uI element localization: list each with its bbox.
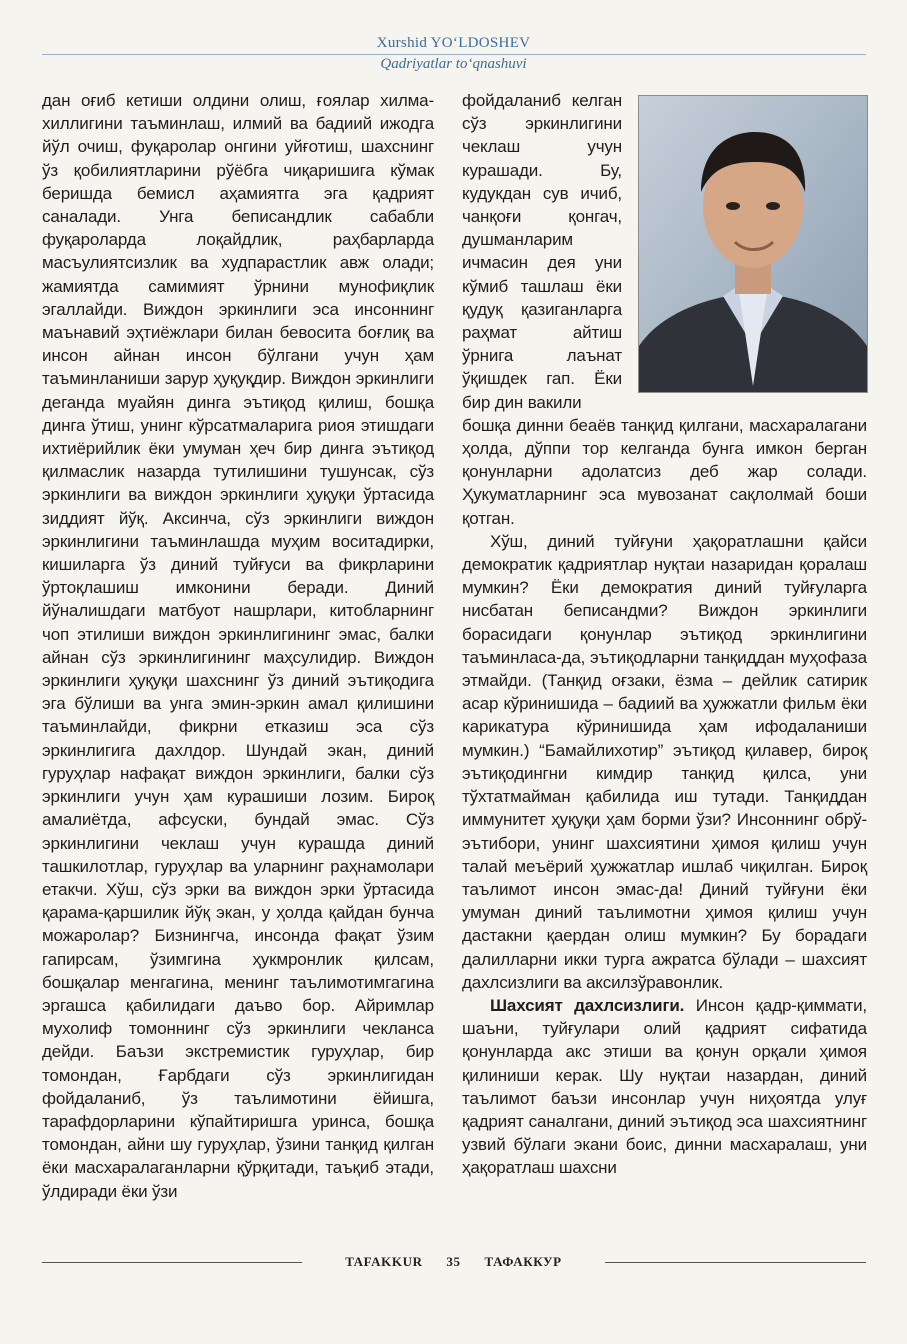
footer-title-latin: TAFAKKUR (345, 1254, 423, 1269)
left-column (42, 89, 434, 1203)
footer-rule-left (42, 1262, 302, 1263)
left-column-text: дан оғиб кетиши олдини олиш, ғоялар хилма-хиллигини таъминлаш, илмий ва бадиий ижодга йўл очиш, фуқаролар онгини уйғотиш, шахснинг ўз қобилиятларини рўёбга чиқаришига кўмак беришда бемисл аҳамиятга эга қадрият саналади. Унга беписандлик сабабли фуқароларда лоқайдлик, раҳбарларда масъулиятсизлик ва худпарастлик авж олади; жамиятда самимият ўрнини мунофиқлик эгаллайди. Виждон эркинлиги эса инсоннинг маънавий эҳтиёжлари билан бевосита боғлиқ ва инсон айнан инсон бўлгани учун ҳам таъминланиши зарур ҳуқуқдир. Виждон эркинлиги деганда муайян динга эътиқод қилиш, бошқа динга ўтиш, унинг кўрсатмаларига риоя этишдаги ихтиёрийлик ёки умуман ҳеч бир динга эътиқод қилмаслик назарда тутилишини тушунсак, сўз эркинлиги ва виждон эркинлиги ҳуқуқи ўртасида зиддият йўқ. Аксинча, сўз эркинлиги виждон эркинлигини таъминлашда муҳим воситадирки, кишиларга ўз диний туйғуси ва фикрларини ўртоқлашиш имконини беради. Диний йўналишдаги матбуот нашрлари, китобларнинг чоп этилиши виждон эркинлигининг эмас, балки айнан сўз эркинлигининг маҳсулидир. Виждон эркинлиги ҳуқуқи шахснинг ўз диний эътиқодига эга бўлиши ва унга эмин-эркин амал қилишини таъминлайди, фикрни етказиш эса сўз эркинлигига дахлдор. Шундай экан, диний гуруҳлар нафақат виждон эркинлиги, балки сўз эркинлиги учун ҳам курашиши лозим. Бироқ амалиётда, афсуски, бундай эмас. Сўз эркинлигини чеклаш учун курашда диний ташкилотлар, гуруҳлар ва уларнинг раҳнамолари етакчи. Хўш, сўз эрки ва виждон эрки ўртасида қарама-қаршилик йўқ экан, у ҳолда қайдан бунча можаролар? Бизнингча, инсонда фақат ўзим гапирсам, ўзимгина ҳукмронлик қилсам, бошқалар менгагина, менинг таълимотимгагина эргашса қабилидаги даъво бор. Айримлар мухолиф томоннинг сўз эркинлиги чекланса дейди. Баъзи экстремистик гуруҳлар, бир томондан, Ғарбдаги сўз эркинлигидан фойдаланиб, ўз таълимотини ёйишга, тарафдорларини кўпайтиришга уринса, бошқа томондан, айни шу гуруҳлар, ўзини танқид қилган ёки масхаралаганларни қўрқитади, таъқиб этади, ўлдиради ёки ўзи (42, 91, 434, 1201)
header-author: Xurshid YO‘LDOSHEV (376, 35, 531, 51)
right-column-para2: Хўш, диний туйғуни ҳақоратлашни қайси демократик қадриятлар нуқтаи назаридан қоралаш мумкин? Ёки демократия диний туйғуларга нисбатан беписандми? Виждон эркинлиги борасидаги қонунлар эътиқод эркинлигини таъминласа-да, эътиқодларни танқиддан муҳофаза этмайди. (Танқид оғзаки, ёзма – дейлик сатирик асар кўринишида – бадиий ва ҳужжатли фильм ёки карикатура кўринишида ҳам ифодаланиши мумкин.) “Бамайлихотир” эътиқод қилавер, бироқ эътиқодингни кимдир танқид қилса, уни тўхтатмайман қабилида иш тутади. Танқиддан иммунитет ҳуқуқи ҳам борми ўзи? Инсоннинг обрў-эътибори, унинг шахсиятини ҳимоя қилиш учун талай меъёрий ҳужжатлар ишлаб чиқилган. Бироқ таълимот инсон эмас-да! Диний туйғуни ёки умуман диний таълимотни ҳимоя қилиш учун дастакни қаердан олиш мумкин? Бу борадаги далилларни икки турга ажратса бўлади – шахсият дахлсизлиги ва аксилзўравонлик. (462, 531, 867, 992)
para3-heading: Шахсият дахлсизлиги. (490, 995, 685, 1015)
right-column-para1: бошқа динни беаёв танқид қилгани, масхаралагани ҳолда, дўппи тор келганда бунга имкон берган қонунларни адолатсиз деб жар солади. Ҳукуматларнинг эса мувозанат сақлолмай боши қотган. (462, 415, 867, 528)
header-rule (42, 54, 866, 55)
footer-rule-right (605, 1262, 866, 1263)
header-section: Qadriyatlar to‘qnashuvi (380, 56, 527, 72)
right-column-para3 (462, 994, 867, 1180)
right-column (462, 89, 867, 1180)
footer-title-cyrillic: ТАФАККУР (484, 1254, 562, 1269)
para3-body: Инсон қадр-қиммати, шаъни, туйғулари олий қадрият сифатида қонунларда акс этиши ва қонун орқали ҳимоя қилиниши керак. Шу нуқтаи назардан, диний таълимот баъзи инсонлар учун ниҳоятда улуғ қадрият саналгани, диний эътиқод эса шахсиятнинг узвий бўлаги экани боис, динни масхаралаш, уни ҳақоратлаш шахсни (462, 995, 867, 1178)
footer (300, 1254, 607, 1270)
page-number: 35 (446, 1254, 461, 1269)
right-column-wrap-text: фойдаланиб келган сўз эркинлигини чеклаш учун курашади. Бу, кудукдан сув ичиб, чанқоғи қонгач, душманларим ичмасин дея уни кўмиб ташлаш ёки қудуқ қазиганларга раҳмат айтиш ўрнига лаънат ўқишдек гап. Ёки бир дин вакили (462, 91, 622, 412)
